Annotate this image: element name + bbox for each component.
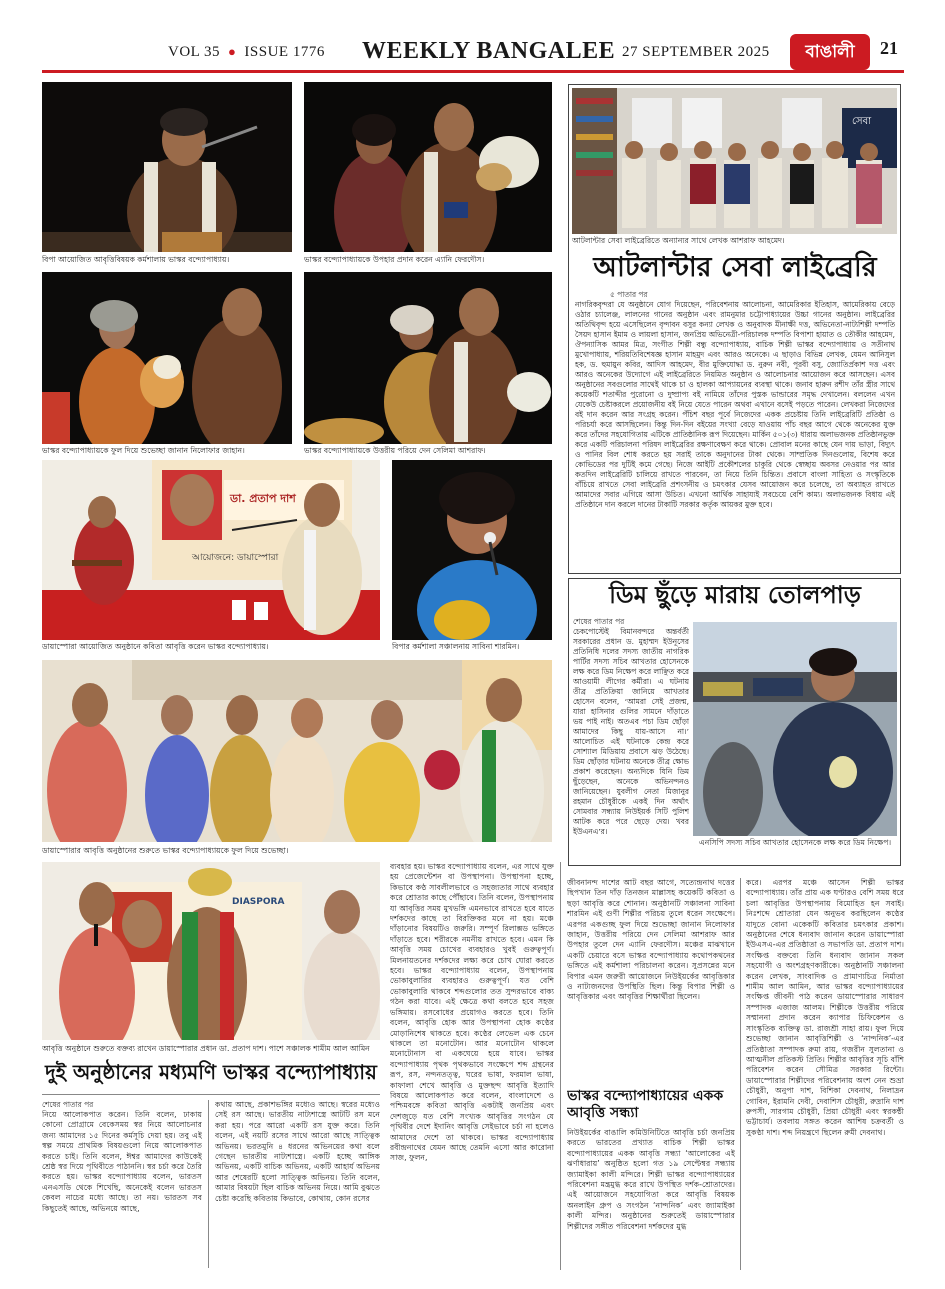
main-column-4b: নিউইয়র্কের বাঙালি কমিউনিটিতে আবৃত্তি চর্চা জনপ্রিয় করতে ভারতের প্রখ্যাত বাচিক শিল্পী ভাস্কর বন্দ্যোপাধ্যায়ের একক আবৃত্তি সন্ধ্যা ‘আলোকের এই ঝর্ণাধারায়’ অনুষ্ঠিত হলো গত ১৯ সেপ্টেম্বর সন্ধ্যায় জ্যামাইকা কালী মন্দিরে। শিল্পী ভাস্কর বন্দ্যোপাধ্যায়ের পরিবেশনা মন্ত্রমুগ্ধ করে রাখে উপস্থিত দর্শক-শ্রোতাদের। এই আয়োজনে সহযোগিতা করে আবৃত্তি বিষয়ক অনলাইন গ্রুপ ও সংগঠন ‘নান্দনিক’ এবং জ্যামাইকা কালী মন্দির। অনুষ্ঠানের শুরুতেই ডায়াস্পোরার শিল্পীদের সঙ্গীত পরিবেশনা দর্শকদের মুগ্ধ xyxy=(567,1128,735,1231)
main-column-3: ব্যবহার হয়। ভাস্কর বন্দ্যোপাধ্যায় বলেন, এর সাথে যুক্ত হয় প্রেজেন্টেশন বা উপস্থাপনা। উপস্থাপনা হচ্ছে, কিভাবে কণ্ঠ সাবলীলভাবে ও সহজ্যতার সাথে ব্যবহার করে শ্রোতার কাছে পৌঁছাবে। তিনি বলেন, উপস্থাপনায় যা আবৃত্তির সময় মুখভঙ্গি এমনভাবে রাখতে হবে যাতে দর্শকদের কাছে তা বিরক্তিকর মনে না হয়। মঞ্চে দাঁড়ানোর বিষয়টিও জরুরি। সম্পূর্ণ রিলাক্সড ভঙ্গিতে দাঁড়াতে হবে। শরীরকে নমনীয় রাখতে হবে। এমন কি আবৃত্তি সময় চোখের ব্যবহারও খুবই গুরুত্বপূর্ণ। মিলনায়তনের দর্শকদের লক্ষ্য করে চোখ ঘোরা করতে হবে। ভাস্কর বন্দ্যোপাধ্যায় বলেন, উপস্থাপনায় ভোকাবুলারির ব্যবহারও গুরুত্বপূর্ণ। যত বেশি ভোকাবুলারি থাকবে শব্দগুলোর তত সুন্দরভাবে বাক্য গঠন করা যাবে। এই ক্ষেত্রে কথা বলতে হবে সহজ ভঙ্গিমায়। রসবোধের প্রয়োগও করতে হবে। তিনি বলেন, আবৃত্তি হোক আর উপস্থাপনা হোক কণ্ঠের মোড়ানিশেষ থাকতে হবে। কণ্ঠের লেভেল এক চেনে থাকলে তা মনোটোন। আর মনোটোন থাকলে মনোটোনাস বা একঘেয়ে হয়ে যাবে। ভাস্কর বন্দ্যোপাধ্যায় পৃথক পৃথকভাবে সংক্ষেপে শব্দ গ্রন্থনের রূপ, রস, নন্দনতত্ত্ব, ঘরের ভাষা, ফরমাল ভাষা, কাফালা শেখে আবৃত্তি ও মুক্তছন্দ আবৃত্তি ইত্যাদি বিষয়ে আলোকপাত করে বলেন, বাংলাদেশে ও পশ্চিমবঙ্গে কবিতা আবৃত্তি একটাই জনপ্রিয় এবং দেশজুড়ে যত বেশি সংখ্যক আবৃত্তির সংগঠন যে পৃথিবীর দেশে ইদানিং আবৃত্তি সেইভাবে চর্চা না হলেও আমাদের দেশে তা থাকবে। ভাস্কর বন্দ্যোপাধ্যায় রবীন্দ্রনাথের যেমন আছে তেমনি এসো আর কারোনা সাজ, ফুলন, xyxy=(390,862,554,1163)
banner-diaspora-text: DIASPORA xyxy=(232,897,285,907)
caption-photo-1: বিপা আয়োজিত আবৃত্তিবিষয়ক কর্মশালায় ভাস্কর বন্দ্যোপাধ্যায়। xyxy=(42,255,230,264)
caption-photo-3: ভাস্কর বন্দ্যোপাধ্যায়কে ফুল দিয়ে শুভেচ্ছা জানান নিলোফার জাহান। xyxy=(42,446,245,455)
newspaper-logo: বাঙালী xyxy=(790,34,870,70)
header-issue: ISSUE 1776 xyxy=(244,44,325,60)
caption-photo-6: বিপার কর্মশালা সঞ্চালনায় সাবিনা শারমিন। xyxy=(392,642,520,651)
photo-diaspora-recitation xyxy=(42,460,380,640)
caption-library-photo: আটলান্টার সেবা লাইব্রেরিতে অন্যান্যর সাথে লেখক আশরাফ আহমেদ। xyxy=(572,236,785,245)
page-number: 21 xyxy=(880,38,898,58)
caption-photo-7: ডায়াস্পোরার আবৃত্তি অনুষ্ঠানের শুরুতে ভাস্কর বন্দ্যোপাধ্যায়কে ফুল দিয়ে শুভেচ্ছা। xyxy=(42,846,289,855)
photo-gift-presentation xyxy=(304,82,552,252)
bullet-icon: ● xyxy=(228,44,237,59)
library-headline: আটলান্টার সেবা লাইব্রেরি xyxy=(593,252,877,283)
caption-photo-5: ডায়াস্পোরা আয়োজিত অনুষ্ঠানে কবিতা আবৃত্তি করেন ভাস্কর বন্দ্যোপাধ্যায়। xyxy=(42,642,269,651)
banner-org-text: আয়োজনে: ডায়াস্পোরা xyxy=(192,553,279,563)
masthead-title: WEEKLY BANGALEE xyxy=(362,38,616,64)
header-volume: VOL 35 xyxy=(168,44,221,60)
main-story-headline: দুই অনুষ্ঠানের মধ্যমণি ভাস্কর বন্দ্যোপাধ্যায় xyxy=(45,1060,377,1084)
banner-title-text: ডা. প্রতাপ দাশ xyxy=(230,492,296,505)
egg-body-text: চেকপোস্টেই বিমানবন্দরে অন্তর্বর্তী সরকারের প্রধান ড. মুহাম্মদ ইউনূসের প্রতিনিধি দলের সদস্য জাতীয় নাগরিক পার্টির সদস্য সচিব আখতার হোসেনকে লক্ষ করে ডিম নিক্ষেপ করে লাঞ্ছিত করে আওয়ামী লীগের কর্মীরা। এ ঘটনায় তীব্র প্রতিক্রিয়া জানিয়ে আখতার হোসেন বলেন, ‘আমরা সেই প্রজন্ম, যারা হাসিনার গুলির সামনে দাঁড়াতে ভয় পাই নাই। অতএব পচা ডিম ছোঁড়া আমাদের কিছু যায়-আসে না।’ আলোচিত এই ঘটনাকে কেন্দ্র করে সোশ্যাল মিডিয়ায় প্রবাসে ঝড় উঠেছে। ডিম ছোঁড়ার ঘটনায় অনেকে তীব্র ক্ষোভ প্রকাশ করেছেন। অন্যদিকে যিনি ডিম ছুঁড়েছেন, অনেকে অভিনন্দনও জানিয়েছেন। যুবলীগ নেতা মিজানুর রহমান চৌধুরীকে একই দিন অর্থাৎ সোমবার সন্ধ্যায় নিউইয়র্ক সিটি পুলিশ আটক করে পরে ছেড়ে দেয়। খবর ইউএনএ’র। xyxy=(573,627,689,836)
caption-photo-2: ভাস্কর বন্দ্যোপাধ্যায়কে উপহার প্রদান করেন এ্যানি ফেরদৌস। xyxy=(304,255,485,264)
main-column-5: করে। এরপর মঞ্চে আসেন শিল্পী ভাস্কর বন্দ্যোপাধ্যায়। তাঁর প্রায় এক ঘণ্টারও বেশি সময় ধরে চলা আবৃত্তির উপস্থাপনায় বিমোহিত হন সবাই। নিঃশব্দে শ্রোতারা যেন অনুভব করছিলেন কণ্ঠের যাদুতে বোনা একেকটি কবিতার চমৎকার প্রকাশ। অনুষ্ঠানের শেষে ধন্যবাদ জানান করেন ডায়াস্পোরা ইউএসএ-এর প্রতিষ্ঠাতা ও সভাপতি ডা. প্রতাপ দাশ। সংক্ষিপ্ত বক্তব্যে তিনি ধন্যবাদ জানান সকল সহযোগী ও অংশগ্রহণকারীকে। অনুষ্ঠানটি সঞ্চালনা করেন লেখক, সাংবাদিক ও প্রামাণ্যচিত্র নির্মাতা শামীম আল আমিন, আর ভাস্কর বন্দ্যোপাধ্যায়ের সংক্ষিপ্ত জীবনী পাঠ করেন ডায়াস্পোরার সাধারণ সম্পাদক এজাজ আলম। শিল্পীকে উত্তরীয় পরিয়ে সম্মাননা প্রদান করেন ক্যাপার চিফিকেশন ও সাংস্কৃতিক ব্যক্তিত্ব ডা. রাজশ্রী সাহা রায়। ফুল দিয়ে শুভেচ্ছা জানান আবৃত্তিশিল্পী ও ‘নান্দনিক’-এর প্রতিষ্ঠাতা সম্পাদক রুমা রায়, গজরীন সুলতানা ও আত্মনীল প্রতিকস্ট প্রিতি। শিল্পীর আবৃত্তির সূচি বাঁশি পরিবেশন করেন সৌমিত্র সরকার রিন্টো। ডায়াস্পোরার শিল্পীদের পরিবেশনায় অংশ নেন শুভ্রা চৌধুরী, অনুপা দাশ, বিশিকা দেবনাথ, নিলাদ্রন গোবিন, ইরামনি দেবী, দেবাশিস চৌধুরী, রুদ্রানি দাশ রুপসী, সারগাম চৌধুরী, প্রিয়া চৌধুরী এবং স্বরকন্ঠী ভট্টাচার্য। তবলায় সঙ্গত করেন আশিষ চক্রবর্তী ও সুকণ্ঠা দাশ। শব্দ নিয়ন্ত্রণে ছিলেন রুমী দেবনাথ। xyxy=(746,878,904,1137)
library-continued-label: ৫ পাতার পর xyxy=(610,290,648,299)
main-column-4: জীবনানন্দ দাশের আট বছর আগে, সত্যেন্দ্রনাথ দত্তের ছিপখান তিন দাঁড় তিনজন মাল্লাসহ কয়েকটি কবিতা ও ছড়া আবৃত্তি করে শোনান। অনুষ্ঠানটি সঞ্চালনা সাবিনা শারমিন এই গুণী শিল্পীর পরিচয় তুলে ধরেন সংক্ষেপে। এরপর একগুচ্ছ ফুল দিয়ে শুভেচ্ছা জানান নিলোফার জাহান, উত্তরীয় পরিয়ে দেন সেলিমা আশরাফ আর উপহার তুলে দেন এ্যানি ফেরদৌস। মঞ্চের মাঝখানে একটি চেয়ারে বসে ভাস্কর বন্দ্যোপাধ্যায় কথোপকথনের ভঙ্গিতে এই কর্মশালা পরিচালনা করেন। সুপ্রসন্নের মনে বিপার এমন জরুরী আয়োজনে নিউইয়র্কের আবৃত্তিকার ও নাট্যজনদের উপস্থিতি ছিল। কিন্তু বিপার শিল্পী ও আবৃত্তিকার এবং আবৃত্তির শিক্ষার্থীরা ছিলেন। xyxy=(567,878,735,1002)
egg-headline: ডিম ছুঁড়ে মারায় তোলপাড় xyxy=(609,581,861,609)
main-column-2: কথায় আছে, প্রকাশভঙ্গির মধ্যেও আছে। স্বরের মধ্যেও সেই রস আছে। ভারতীয় নাট্যশাস্ত্রে আটটি রস মনে করা হয়। পরে আরো একটি রস যুক্ত করে। তিনি বলেন, এই নয়টি রসের সাথে আরো আছে সাত্ত্বিক অভিনয়। ভরতমুনি ৪ ধরনের অভিনয়ের কথা বলে গেছেন ভারতীয় নাট্যশাস্ত্রে। একটি হচ্ছে আঙ্গিক অভিনয়, একটি বাচিক অভিনয়, একটি আহার্য অভিনয় আর শেষেরটি হলো সাত্ত্বিক অভিনয়। তিনি বলেন, আমার বিষয়টা ছিল বাচিক অভিনয় নিয়ে। আমি বুঝতে চেষ্টা করেছি কবিতায় কিভাবে, কোথায়, কোন রসের xyxy=(215,1100,380,1203)
header-volume-issue xyxy=(168,44,325,61)
main-continued-label: শেষের পাতার পর xyxy=(42,1100,94,1109)
sub-headline-solo-recitation: ভাস্কর বন্দ্যোপাধ্যায়ের একক আবৃত্তি সন্ধ্যা xyxy=(567,1088,724,1121)
column-rule xyxy=(208,1100,209,1268)
photo-uttoriyo xyxy=(304,272,552,444)
headline-rule xyxy=(42,1094,380,1095)
egg-continued-label: শেষের পাতার পর xyxy=(573,617,625,626)
caption-photo-4: ভাস্কর বন্দ্যোপাধ্যায়কে উত্তরীয় পরিয়ে দেন সেলিমা আশরাফ। xyxy=(304,446,486,455)
photo-sabina-sharmin xyxy=(392,460,552,640)
header-date: 27 SEPTEMBER 2025 xyxy=(622,44,770,60)
caption-egg-photo: এনসিপি সদস্য সচিব আখতার হোসেনকে লক্ষ করে ডিম নিক্ষেপ। xyxy=(699,838,892,847)
photo-diaspora-speech xyxy=(42,862,380,1040)
header-rule xyxy=(42,70,904,73)
library-body-text: নাগরিকবৃন্দরা যে অনুষ্ঠানে যোগ দিয়েছেন, পরিবেশনায় আলোচনা, আমেরিকার ইতিহাস, আমেরিকায় বেড়ে ওঠার চ্যালেঞ্জ, লালনের গানের অনুষ্ঠান এবং রামনুমার চট্টোপাধ্যায়ের উচ্চা গানের অনুষ্ঠান। লাইব্রেরির অতিথিবৃন্দ হয়ে এসেছিলেন বৃন্দাবন বসুর কন্যা লেখক ও অনুবাদক মীনাক্ষী দত্ত, অভিনেতা-নাট্যশিল্পী দম্পতি সৈয়দ হাসান ইমাম ও লায়লা হাসান, জনপ্রিয় অভিনেত্রী-পরিচালক দম্পতি বিপাশা হায়াত ও তৌকীর আহমেদ, ঔপন্যাসিক আমর মিত্র, সংগীত শিল্পী বন্ধু বন্দ্যোপাধ্যায়, বাচিক শিল্পী ভাস্কর বন্দ্যোপাধ্যায় ও সতীনাথ মুখোপাধ্যায়, শরিয়তিবিশেষজ্ঞ হাসান মাহমুদ এবং আরও অনেকে। এ ছাড়াও বিভিন্ন লেখক, যেমন আনিসুল হক, ড. হুমায়ুন কবির, আদিস আহমেদ, বীর মুক্তিযোদ্ধা ড. নুরুন নবী, পূরবী বসু, জ্যোতির্প্রকাশ দত্ত এবং আরও অনেকের উদ্যোগে এই লাইব্রেরিতে নিয়মিত অনুষ্ঠান ও আলোচনার আয়োজন করে আসছেন। এসব অনুষ্ঠানের সবগুলোর সাথেই থাকে চা ও হালকা আপ্যায়নের ব্যবস্থা থাকে। জনাব হারুন রশীদ তাঁর স্ত্রীর সাথে কয়েকটি শতাব্দীর পুরোনো ও দুষ্প্রাপ্য বই নামিয়ে তাঁদের পুস্তক ভান্ডারের সমৃদ্ধ দেখালেন। বললেন এখন যেকেউ চেষ্টাকরলে প্রয়োজনীয় বই নিয়ে যেতে পারেন অথবা এখানে বসেই পড়তে পারেন। লেখকরা নিজেদের বই দান করেন আর সংগ্রহ করেন। পঁচিশ বছর পূর্বে নিজেদের একক প্রচেষ্টায় তিনি লাইব্রেরিটি প্রতিষ্ঠা ও পরিচর্যা করে আসছিলেন। কিন্তু দিন-দিন বইয়ের সংখ্যা বেড়ে যাওয়ায় পাঁচ বছর আগে থেকে অনেকের যুক্ত করে তাঁদের সহযোগিতায় এটিকে প্রাতিষ্ঠানিক রূপ দিয়েছেন। মার্কিন ৫০১(৩) ধারায় অলাভজনক প্রতিষ্ঠানভুক্ত করে একটি পরিচালনা পরিষদ লাইব্রেরির রক্ষণাবেক্ষণ করে থাকে। প্রোবাল মনের কাছে যেন দায় ভাড়া, বিদ্যুৎ ও পানির বিল শোধ করতে হয় সরাই তাকে অনুদানের টাকা থেকে। সাম্প্রতিক দিনগুলোয়, বিশেষ করে কোভিডের পর দুটিই কমে গেছে। নিজে আইটি প্রকৌশলের চাকুরি থেকে স্বেচ্ছায় অবসর নেওয়ার পর আর কতদিন লাইব্রেরিটি চালিয়ে রাখতে পারবেন, তা নিয়ে তিনি চিন্তিত। প্রবাসে বাংলা সাহিত্য ও সংস্কৃতিকে বাঁচিয়ে রাখতে সেবা লাইব্রেরি প্রশংসনীয় ও চমৎকার যেসব আয়োজন করে চলেছে, তা অব্যাহত রাখতে আমাদের সবার এগিয়ে আসা উচিত। এখনো আর্থিক সাহায্যই সবচেয়ে বেশি কাম্য। অলাভজনক বিধায় এই প্রতিষ্ঠানে দান করলে দানের টাকাটি সরকার কর্তৃক আয়কর মুক্ত হবে। xyxy=(575,300,895,509)
column-rule xyxy=(740,878,741,1270)
photo-library-group xyxy=(572,88,897,234)
photo-flower-greeting xyxy=(42,272,292,444)
caption-photo-8: আবৃত্তি অনুষ্ঠানে শুরুতে বক্তব্য রাখেন ডায়াস্পোরার প্রধান ডা. প্রতাপ দাশ। পাশে সঞ্চালক শামীম আল আমিন xyxy=(42,1044,370,1053)
photo-recitation-workshop xyxy=(42,82,292,252)
library-sign-text: সেবা xyxy=(852,116,872,127)
main-column-1: নিয়ে আলোকপাত করেন। তিনি বলেন, ঢাকায় কোনো প্রোগ্রামে বেকেসময় স্বর নিয়ে আলোচনার জন্য আমাদের ১৫ দিনের কর্মসূচি দেয়া হয়। তবু এই স্বল্প সময়ে প্রাথমিক বিষয়গুলো নিয়ে আলোকপাত করতে চাই। তিনি বলেন, ঈশ্বর আমাদের কাউকেই শ্রেষ্ঠ স্বর দিয়ে পৃথিবীতে পাঠাননি। স্বর চর্চা করে তৈরি করতে হয়। ভাস্কর বন্দ্যোপাধ্যায় বলেন, ভারতস এনএসডি থেকে শিখেছি, অনেকেই বলেন ভারতস কেবল নাচের মধ্যে আছে। তা নয়। ভারতস সব কিছুতেই আছে, অভিনয়ে আছে, xyxy=(42,1110,202,1213)
column-rule xyxy=(560,862,561,1270)
photo-egg-incident xyxy=(693,622,897,836)
photo-diaspora-flowers xyxy=(42,660,552,842)
